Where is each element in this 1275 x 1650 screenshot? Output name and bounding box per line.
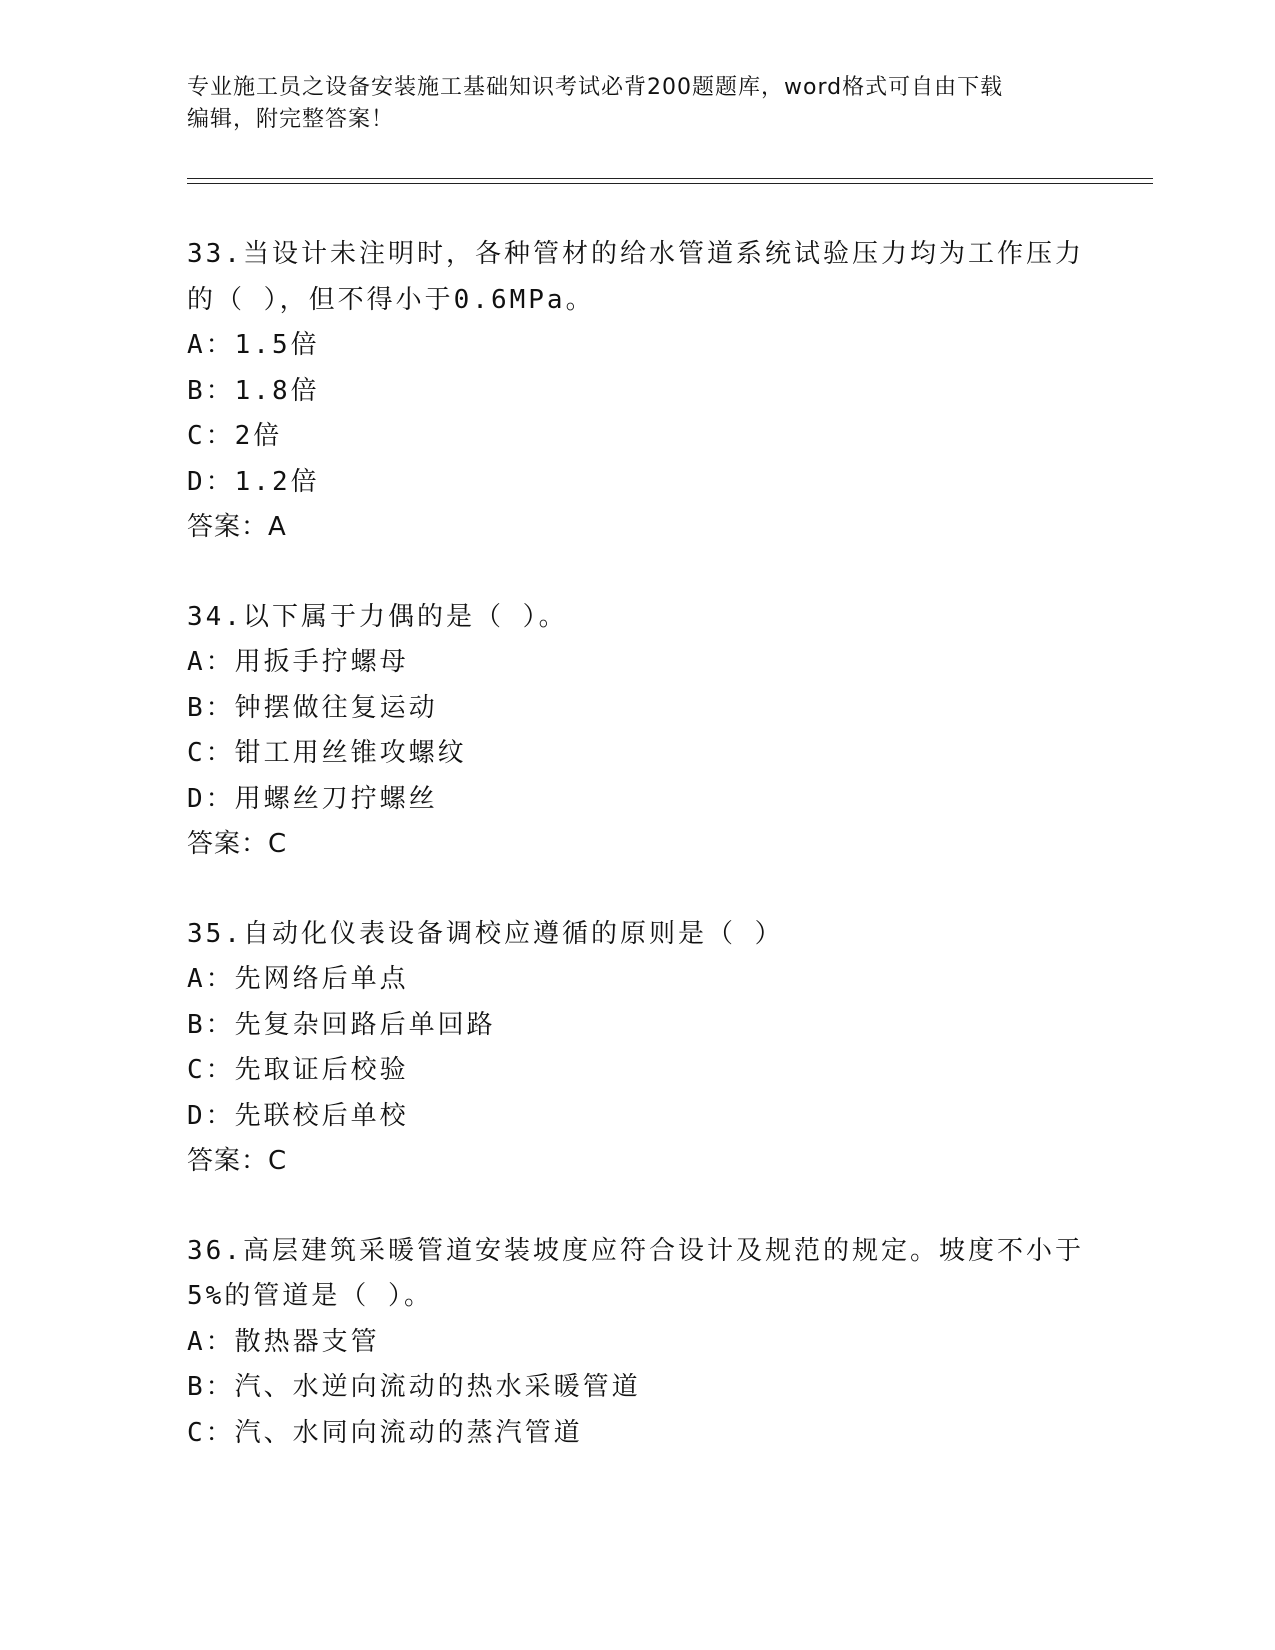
- question-list: [187, 232, 1087, 1500]
- question-text: 34.以下属于力偶的是（ ）。: [187, 601, 568, 632]
- question-33: [187, 232, 1087, 551]
- option-a: A：用扳手拧螺母: [187, 647, 409, 677]
- option-c: C：2倍: [187, 421, 283, 451]
- option-a: A：1.5倍: [187, 330, 320, 360]
- option-b: B：汽、水逆向流动的热水采暖管道: [187, 1372, 641, 1402]
- question-text: 5%的管道是（ ）。: [187, 1281, 433, 1311]
- header-line-2: 编辑，附完整答案！: [187, 107, 395, 132]
- option-c: C：先取证后校验: [187, 1055, 409, 1085]
- answer: 答案：C: [187, 829, 288, 859]
- option-c: C：钳工用丝锥攻螺纹: [187, 738, 467, 768]
- header-divider-top: [187, 178, 1153, 179]
- question-text: 35.自动化仪表设备调校应遵循的原则是（ ）: [187, 918, 784, 949]
- question-text: 36.高层建筑采暖管道安装坡度应符合设计及规范的规定。坡度不小于: [187, 1235, 1084, 1266]
- question-text: 33.当设计未注明时，各种管材的给水管道系统试验压力均为工作压力: [187, 239, 1084, 269]
- question-36: [187, 1229, 1087, 1457]
- header-line-1: 专业施工员之设备安装施工基础知识考试必背200题题库，word格式可自由下载: [187, 75, 1004, 100]
- option-d: D：先联校后单校: [187, 1100, 409, 1131]
- answer: 答案：C: [187, 1146, 288, 1176]
- option-d: D：用螺丝刀拧螺丝: [187, 783, 438, 814]
- option-a: A：散热器支管: [187, 1326, 380, 1357]
- option-b: B：1.8倍: [187, 375, 320, 406]
- header-divider-bottom: [187, 183, 1153, 184]
- option-b: B：先复杂回路后单回路: [187, 1009, 496, 1040]
- option-a: A：先网络后单点: [187, 964, 409, 994]
- question-34: [187, 595, 1087, 868]
- question-text: 的（ ），但不得小于0.6MPa。: [187, 284, 595, 315]
- option-d: D：1.2倍: [187, 466, 320, 497]
- answer: 答案：A: [187, 512, 287, 542]
- document-header: [187, 72, 1067, 136]
- option-c: C：汽、水同向流动的蒸汽管道: [187, 1417, 583, 1448]
- question-35: [187, 912, 1087, 1185]
- option-b: B：钟摆做往复运动: [187, 692, 438, 723]
